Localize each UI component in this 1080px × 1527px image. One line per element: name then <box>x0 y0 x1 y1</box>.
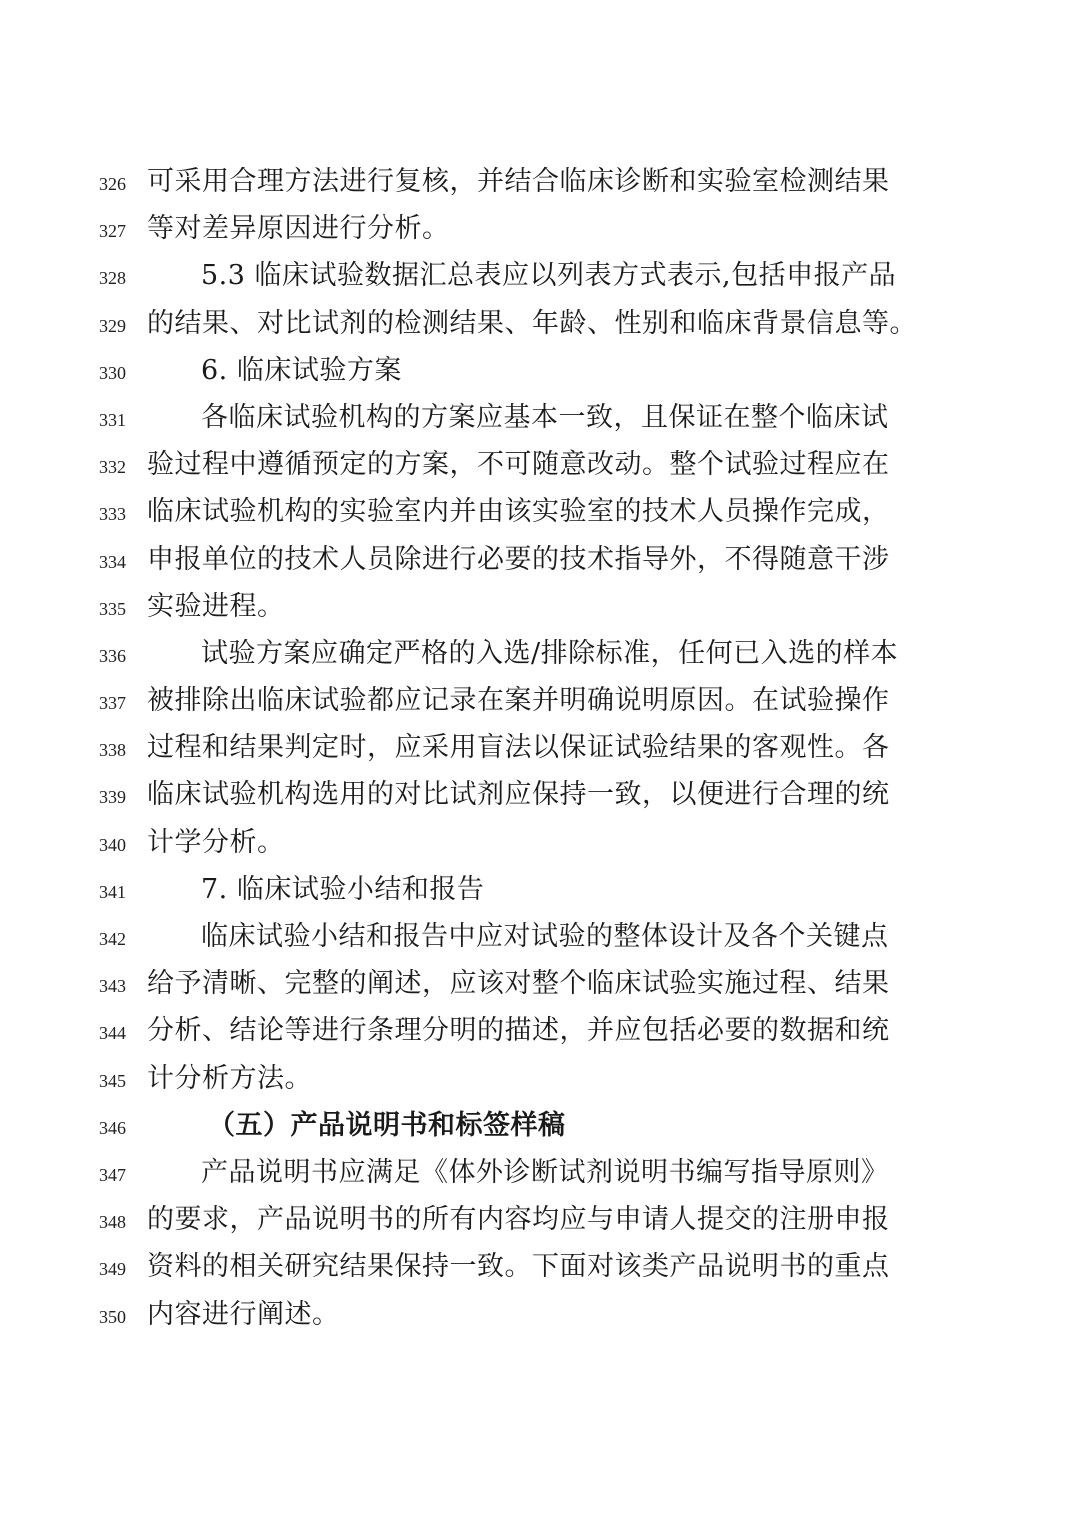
line-number: 335 <box>99 598 126 619</box>
line-number: 327 <box>99 221 126 242</box>
text-line <box>0 160 1080 207</box>
text-line <box>0 1104 1080 1151</box>
text-line <box>0 1151 1080 1198</box>
text-line <box>0 821 1080 868</box>
line-text: 的结果、对比试剂的检测结果、年龄、性别和临床背景信息等。 <box>147 307 917 339</box>
text-line <box>0 632 1080 679</box>
line-number: 331 <box>99 409 126 430</box>
line-number: 349 <box>99 1259 126 1280</box>
line-number: 328 <box>99 268 126 289</box>
line-number: 337 <box>99 693 126 714</box>
line-text: 实验进程。 <box>147 590 285 622</box>
line-number: 339 <box>99 787 126 808</box>
line-text: 产品说明书应满足《体外诊断试剂说明书编写指导原则》 <box>201 1156 889 1188</box>
line-number: 326 <box>99 174 126 194</box>
line-text: 内容进行阐述。 <box>147 1298 340 1330</box>
line-number: 344 <box>99 1023 126 1044</box>
line-text: 分析、结论等进行条理分明的描述，并应包括必要的数据和统 <box>147 1015 890 1047</box>
text-line <box>0 396 1080 443</box>
text-line <box>0 490 1080 537</box>
line-number: 342 <box>99 929 126 949</box>
text-line <box>0 1009 1080 1056</box>
line-text: 等对差异原因进行分析。 <box>147 213 450 245</box>
text-line <box>0 773 1080 820</box>
text-line <box>0 1057 1080 1104</box>
line-text: 过程和结果判定时，应采用盲法以保证试验结果的客观性。各 <box>147 732 890 764</box>
section-heading-5: （五）产品说明书和标签样稿 <box>208 1109 566 1141</box>
text-line <box>0 443 1080 490</box>
line-text: 可采用合理方法进行复核，并结合临床诊断和实验室检测结果 <box>147 166 890 197</box>
line-number: 347 <box>99 1164 126 1185</box>
line-text: 申报单位的技术人员除进行必要的技术指导外，不得随意干涉 <box>147 543 890 575</box>
text-line <box>0 1245 1080 1292</box>
section-heading-6: 6. 临床试验方案 <box>201 354 402 386</box>
text-line <box>0 915 1080 962</box>
line-text: 5.3 临床试验数据汇总表应以列表方式表示,包括申报产品 <box>201 260 897 292</box>
line-number: 338 <box>99 740 126 761</box>
text-line <box>0 254 1080 301</box>
line-number: 343 <box>99 976 126 997</box>
line-number: 341 <box>99 881 126 902</box>
text-line <box>0 868 1080 915</box>
line-text: 临床试验机构选用的对比试剂应保持一致，以便进行合理的统 <box>147 779 890 811</box>
text-line <box>0 349 1080 396</box>
line-number: 340 <box>99 834 126 855</box>
line-text: 临床试验小结和报告中应对试验的整体设计及各个关键点 <box>201 921 889 952</box>
line-text: 计学分析。 <box>147 826 285 858</box>
line-number: 332 <box>99 457 126 478</box>
section-heading-7: 7. 临床试验小结和报告 <box>201 873 485 905</box>
line-text: 给予清晰、完整的阐述，应该对整个临床试验实施过程、结果 <box>147 968 890 1000</box>
line-text: 的要求，产品说明书的所有内容均应与申请人提交的注册申报 <box>147 1204 890 1236</box>
line-number: 345 <box>99 1070 126 1091</box>
text-line <box>0 1293 1080 1340</box>
text-line <box>0 207 1080 254</box>
line-number: 346 <box>99 1117 126 1138</box>
line-text: 验过程中遵循预定的方案，不可随意改动。整个试验过程应在 <box>147 449 890 481</box>
line-text: 试验方案应确定严格的入选/排除标准，任何已入选的样本 <box>201 637 899 669</box>
line-number: 333 <box>99 504 126 525</box>
line-number: 329 <box>99 315 126 336</box>
line-text: 被排除出临床试验都应记录在案并明确说明原因。在试验操作 <box>147 685 890 717</box>
line-text: 临床试验机构的实验室内并由该实验室的技术人员操作完成， <box>147 496 890 528</box>
text-line <box>0 1198 1080 1245</box>
line-number: 350 <box>99 1306 126 1327</box>
line-number: 334 <box>99 551 126 572</box>
line-text: 资料的相关研究结果保持一致。下面对该类产品说明书的重点 <box>147 1251 890 1283</box>
text-line <box>0 302 1080 349</box>
line-number: 348 <box>99 1212 126 1233</box>
text-line <box>0 962 1080 1009</box>
line-number: 336 <box>99 645 126 666</box>
document-body <box>0 160 1080 1340</box>
text-line <box>0 585 1080 632</box>
line-number: 330 <box>99 362 126 383</box>
text-line <box>0 538 1080 585</box>
text-line <box>0 726 1080 773</box>
line-text: 各临床试验机构的方案应基本一致，且保证在整个临床试 <box>201 401 889 433</box>
line-text: 计分析方法。 <box>147 1062 312 1094</box>
text-line <box>0 679 1080 726</box>
